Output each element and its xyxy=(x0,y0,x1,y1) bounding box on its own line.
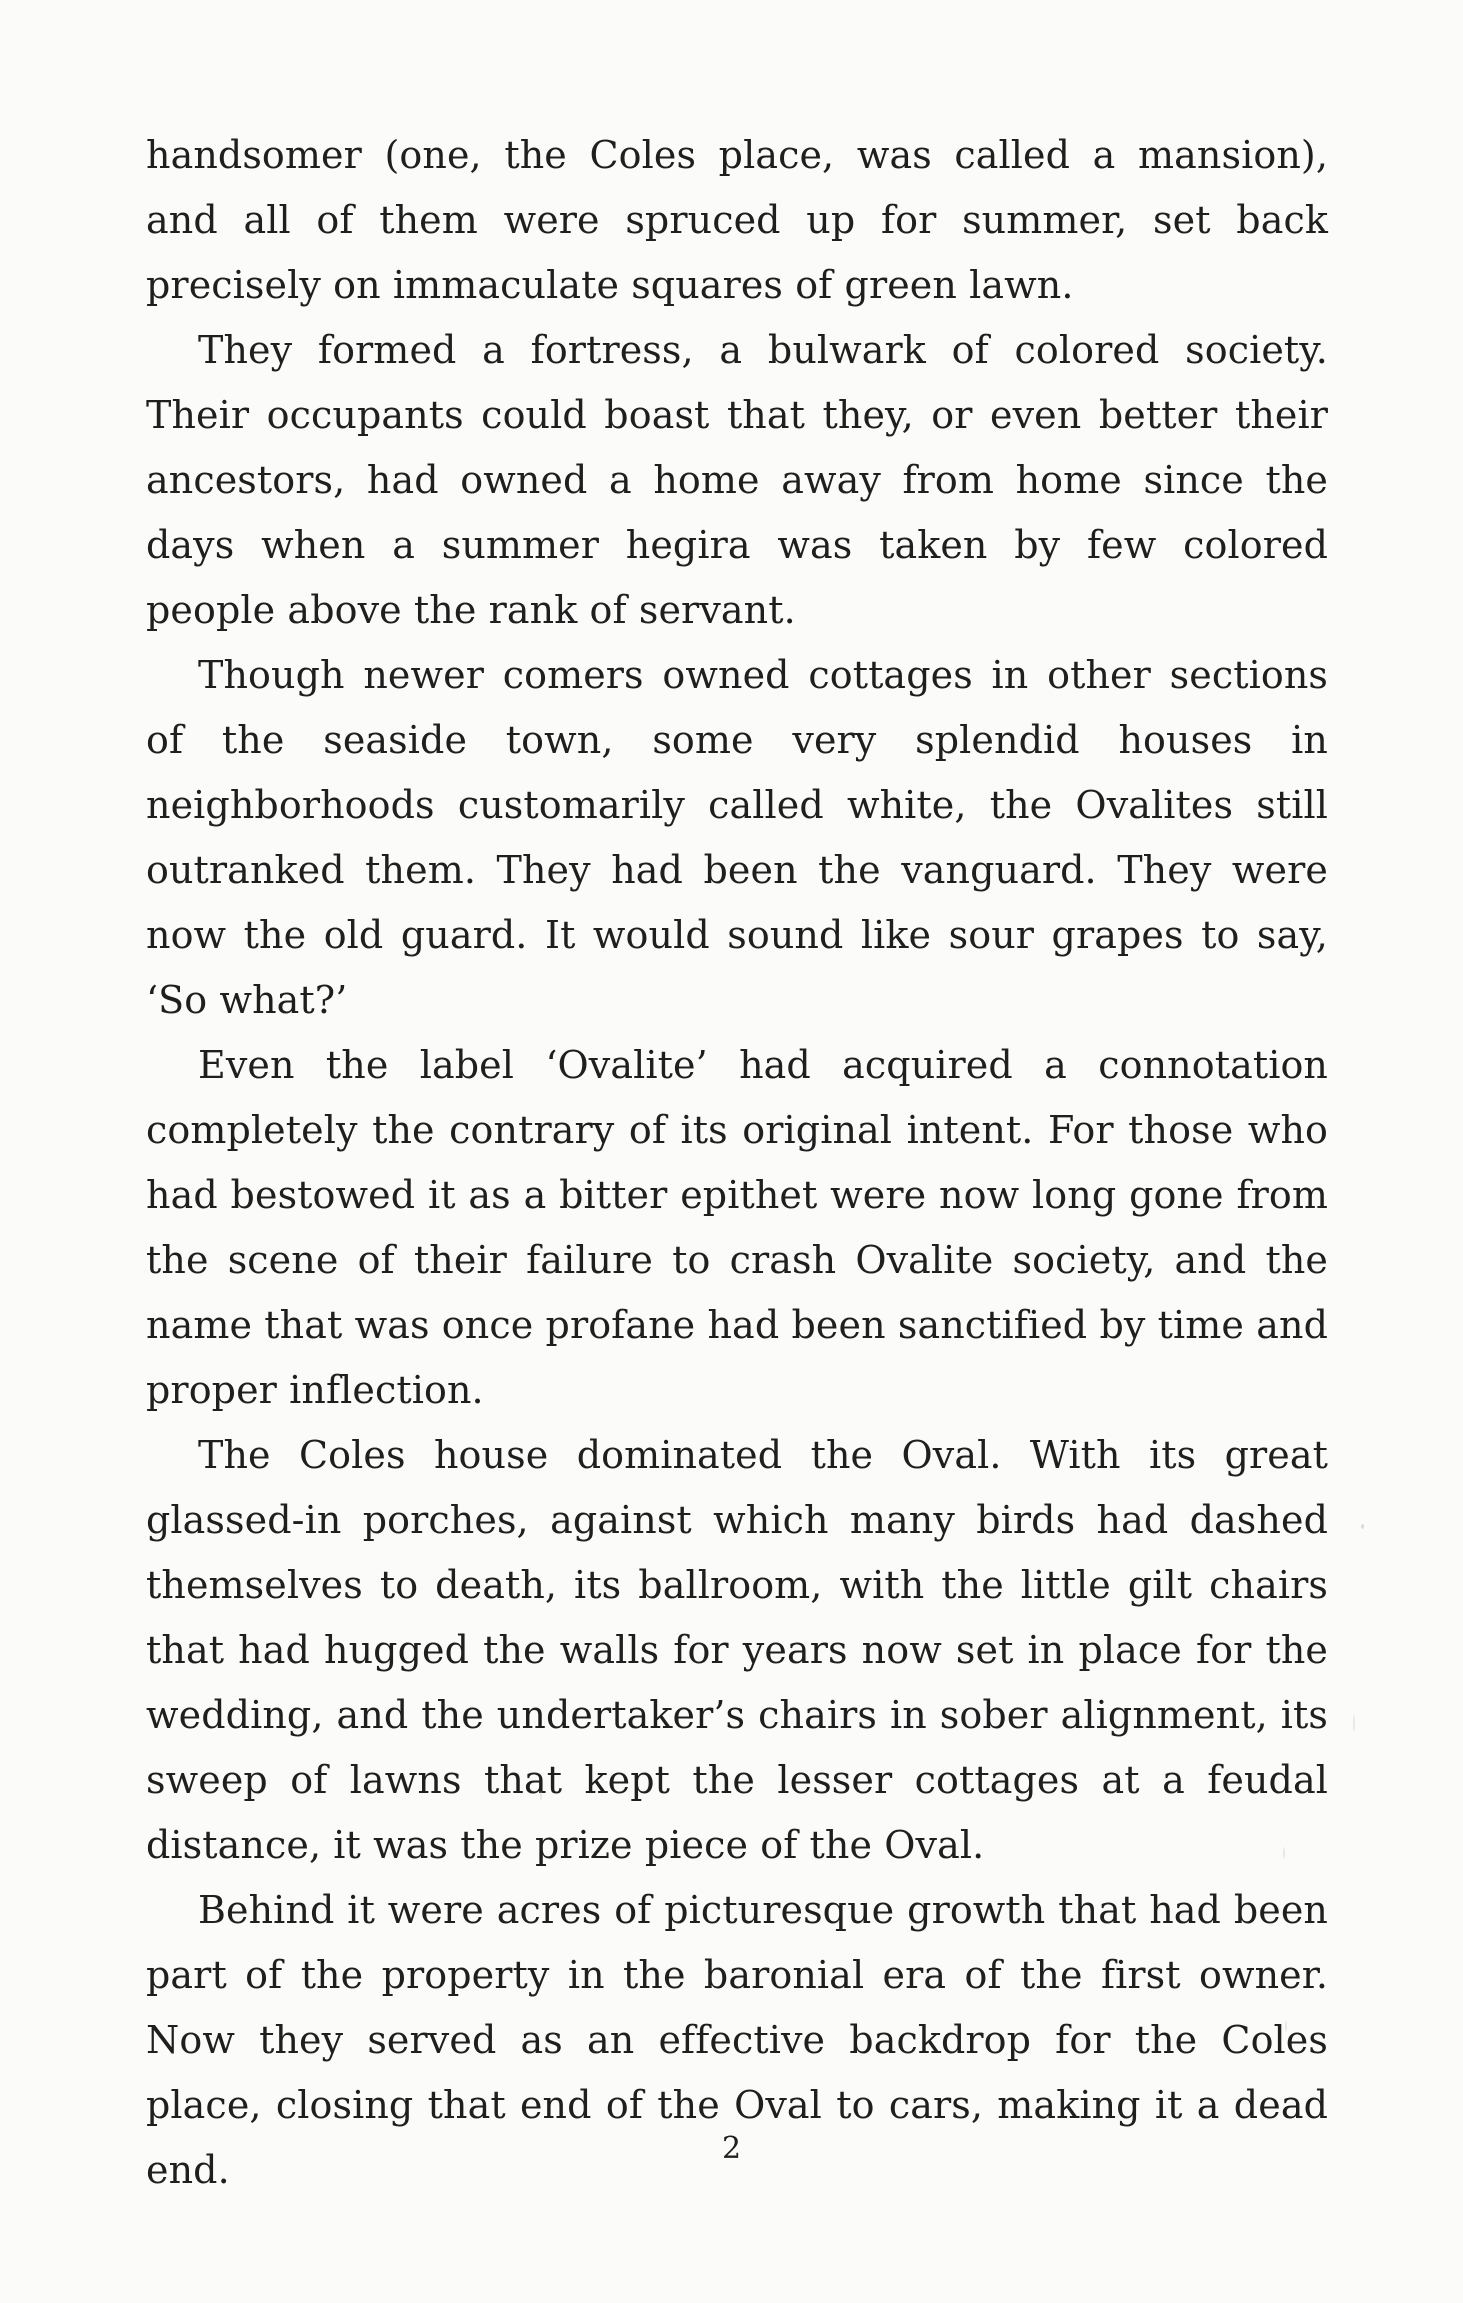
scan-speck xyxy=(1353,1715,1355,1731)
paragraph-3: Though newer comers owned cottages in other sections of the seaside town, some very splendid houses in neighborhoods customarily called white, the Ovalites still outranked them. They had been the vanguard. They were now the old guard. It would sound like sour grapes to say, ‘So what?’ xyxy=(146,653,1328,1022)
scan-speck xyxy=(1283,1847,1285,1859)
scan-speck xyxy=(1361,1524,1364,1529)
paragraph-6: Behind it were acres of picturesque growth that had been part of the property in the baronial era of the first owner. Now they served as an effective backdrop for the Coles place, closing that end of the Oval to cars, making it a dead end. xyxy=(146,1888,1328,2192)
paragraph-2: They formed a fortress, a bulwark of colored society. Their occupants could boast that they, or even better their ancestors, had owned a home away from home since the days when a summer hegira was taken by few colored people above the rank of servant. xyxy=(146,328,1328,632)
scan-speck xyxy=(540,1791,542,1801)
scan-speck xyxy=(1285,2021,1287,2032)
page-number: 2 xyxy=(721,2131,742,2166)
paragraph-4: Even the label ‘Ovalite’ had acquired a connotation completely the contrary of its original intent. For those who had bestowed it as a bitter epithet were now long gone from the scene of their failure to crash Ovalite society, and the name that was once profane had been sanctified by time and proper inflection. xyxy=(146,1043,1328,1412)
paragraph-1: handsomer (one, the Coles place, was called a mansion), and all of them were spruced up for summer, set back precisely on immaculate squares of green lawn. xyxy=(146,133,1328,307)
paragraph-5: The Coles house dominated the Oval. With its great glassed-in porches, against which many birds had dashed themselves to death, its ballroom, with the little gilt chairs that had hugged the walls for years now set in place for the wedding, and the undertaker’s chairs in sober alignment, its sweep of lawns that kept the lesser cottages at a feudal distance, it was the prize piece of the Oval. xyxy=(146,1433,1328,1867)
body-text xyxy=(146,123,1328,2203)
